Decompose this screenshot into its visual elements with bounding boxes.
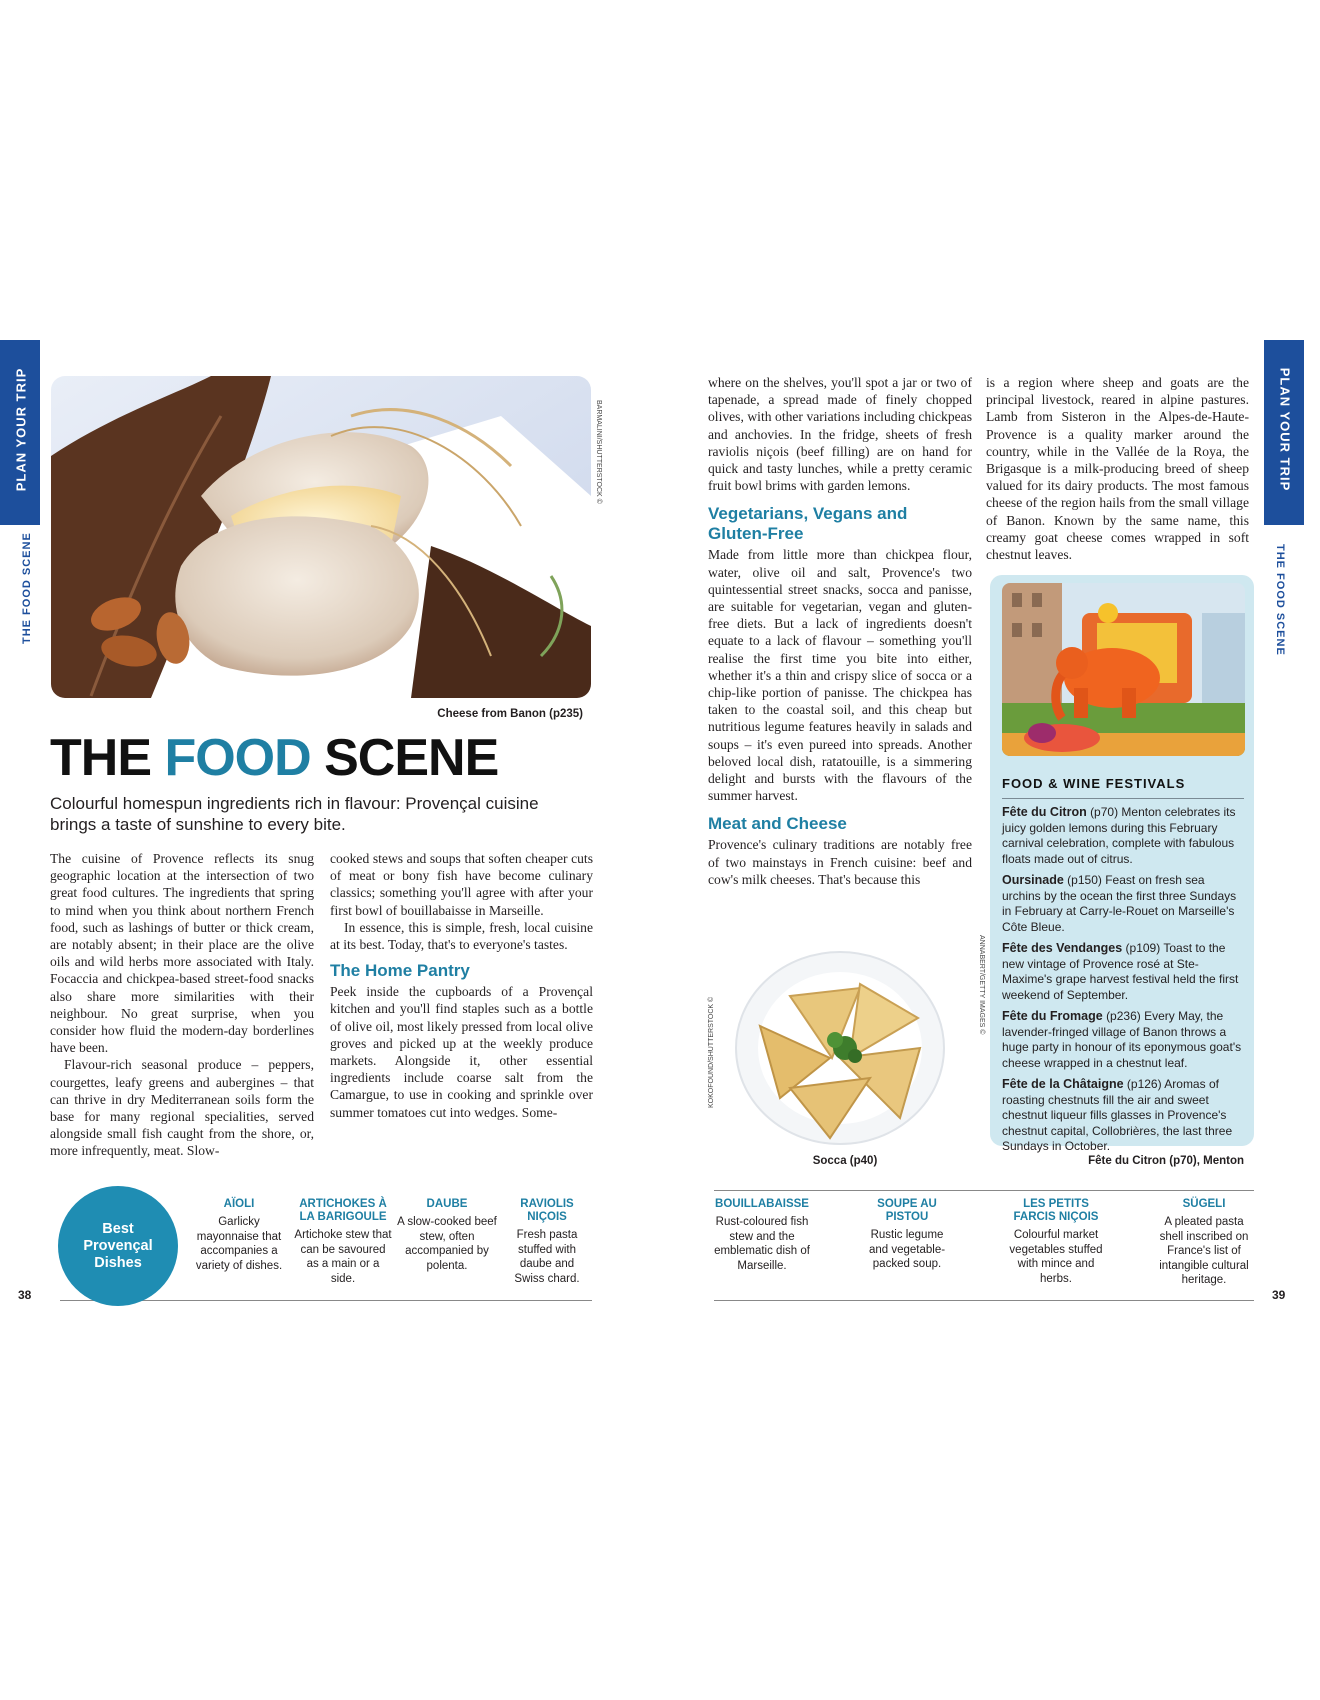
best-dishes-badge xyxy=(58,1186,178,1306)
festival-photo-caption: Fête du Citron (p70), Menton xyxy=(1088,1155,1244,1167)
best-dishes-badge-label: Best Provençal Dishes xyxy=(83,1220,153,1271)
festival-ref: (p109) xyxy=(1125,941,1161,955)
festival-ref: (p126) xyxy=(1126,1077,1162,1091)
left-col-1 xyxy=(50,850,314,1160)
page-title xyxy=(50,728,498,788)
cheese-photo-caption: Cheese from Banon (p235) xyxy=(437,708,583,720)
side-label-right: THE FOOD SCENE xyxy=(1274,544,1286,656)
title-part1: THE xyxy=(50,729,165,787)
socca-photo-credit: KOKOFOUND/SHUTTERSTOCK © xyxy=(708,996,715,1108)
plan-your-trip-tab-right xyxy=(1264,340,1304,525)
left-col1-para2: Flavour-rich seasonal produce – peppers, courgettes, leafy greens and aubergines – that can thrive in dry Mediterranean soils form the base for many regional specialities, served alongside small fish caught from the shore, or, more infrequently, meat. Slow- xyxy=(50,1057,314,1159)
festival-photo-credit: ANNABERT/GETTY IMAGES © xyxy=(978,935,985,1035)
right-col-2 xyxy=(986,374,1249,563)
festival-item xyxy=(1002,1077,1244,1155)
dish-desc: Fresh pasta stuffed with daube and Swiss chard. xyxy=(514,1229,580,1285)
dishes-strip-right-line-bottom xyxy=(714,1300,1254,1301)
page-number-right: 39 xyxy=(1272,1288,1286,1302)
dish-desc: A pleated pasta shell inscribed on France's list of intangible cultural heritage. xyxy=(1159,1216,1249,1286)
festivals-list xyxy=(1002,805,1244,1161)
dish-desc: A slow-cooked beef stew, often accompanied by polenta. xyxy=(397,1216,497,1272)
meat-cheese-para: Provence's culinary traditions are notably free of two mainstays in French cuisine: beef and cow's milk cheeses. That's because this xyxy=(708,837,972,887)
dish-soupe-au-pistou xyxy=(860,1198,954,1272)
festival-ref: (p70) xyxy=(1090,805,1119,819)
dish-petits-farcis xyxy=(1006,1198,1106,1286)
festival-item xyxy=(1002,873,1244,935)
festival-item xyxy=(1002,1009,1244,1071)
cheese-illustration xyxy=(51,376,591,698)
tab-label-left: PLAN YOUR TRIP xyxy=(13,367,29,492)
cheese-photo-credit: BARMALINI/SHUTTERSTOCK © xyxy=(595,400,602,504)
side-label-left: THE FOOD SCENE xyxy=(21,532,33,644)
dish-name: AÏOLI xyxy=(223,1198,255,1210)
left-col-2 xyxy=(330,850,593,1121)
festival-ref: (p150) xyxy=(1067,873,1102,887)
festival-name: Fête de la Châtaigne xyxy=(1002,1077,1124,1091)
dishes-strip-right-line-top xyxy=(714,1190,1254,1191)
festival-illustration xyxy=(1002,583,1245,756)
plan-your-trip-tab-left xyxy=(0,340,40,525)
dish-artichokes xyxy=(293,1198,393,1286)
dish-desc: Artichoke stew that can be savoured as a main or a side. xyxy=(294,1229,392,1285)
festival-ref: (p236) xyxy=(1106,1009,1141,1023)
meat-cheese-heading: Meat and Cheese xyxy=(708,814,847,834)
dish-raviolis xyxy=(507,1198,587,1286)
dish-desc: Colourful market vegetables stuffed with mince and herbs. xyxy=(1009,1229,1103,1285)
festival-name: Fête des Vendanges xyxy=(1002,941,1123,955)
vegetarians-para: Made from little more than chickpea flour, water, olive oil and salt, Provence's two quintessential street snacks, socca and panisse, are suitable for vegetarian, vegan and gluten-free diets. But a lack of ingredients doesn't equate to a lack of flavour – something you'll realise the first time you bite into either, whether it's a thin and crispy slice of socca or a chip-like portion of panisse. The chickpea has taken to the coastal soil, and this cheap but nutritious legume features heavily in salads and soups – it's even pureed into spreads. Another beloved local dish, ratatouille, is a simmering delight and bursts with the flavours of the summer harvest. xyxy=(708,547,972,804)
festival-name: Fête du Fromage xyxy=(1002,1009,1103,1023)
home-pantry-heading: The Home Pantry xyxy=(330,961,470,981)
festival-name: Oursinade xyxy=(1002,873,1064,887)
dish-sugeli xyxy=(1152,1198,1256,1288)
socca-photo xyxy=(720,948,950,1148)
dish-name: RAVIOLIS NIÇOIS xyxy=(520,1198,574,1223)
dish-name: ARTICHOKES À LA BARIGOULE xyxy=(299,1198,387,1223)
dish-name: SOUPE AU PISTOU xyxy=(877,1198,937,1223)
festival-item xyxy=(1002,941,1244,1003)
dish-name: SÜGELI xyxy=(1182,1198,1226,1210)
festival-photo xyxy=(1002,583,1245,756)
dish-desc: Rustic legume and vegetable-packed soup. xyxy=(868,1229,946,1270)
right-col-1 xyxy=(708,374,972,888)
festivals-title: FOOD & WINE FESTIVALS xyxy=(1002,776,1186,791)
festival-item xyxy=(1002,805,1244,867)
left-col2-para1: cooked stews and soups that soften cheaper cuts of meat or bony fish have become culinary classics; something you'll agree with after your first bowl of bouillabaisse in Marseille. xyxy=(330,851,593,918)
festival-name: Fête du Citron xyxy=(1002,805,1087,819)
festival-desc: Every May, the lavender-fringed village of Banon throws a huge party in honour of its eponymous goat's cheese wrapped in a chestnut leaf. xyxy=(1002,1009,1242,1070)
dish-name: DAUBE xyxy=(426,1198,468,1210)
festivals-divider xyxy=(1002,798,1244,799)
festival-desc: Toast to the new vintage of Provence rosé at Ste-Maxime's grape harvest festival held the first weekend of September. xyxy=(1002,941,1239,1002)
socca-illustration xyxy=(720,948,950,1148)
tab-label-right: PLAN YOUR TRIP xyxy=(1277,367,1293,492)
right-col1-para1: where on the shelves, you'll spot a jar or two of tapenade, a spread made of finely chopped olives, with other variations including chickpeas and anchovies. In the fridge, sheets of fresh raviolis niçois (beef filling) are on hand for quick and tasty lunches, while a pretty ceramic fruit bowl brims with garden lemons. xyxy=(708,375,972,494)
dish-desc: Garlicky mayonnaise that accompanies a variety of dishes. xyxy=(195,1216,283,1272)
festival-desc: Feast on fresh sea urchins by the ocean the first three Sundays in February at Carry-le-Rouet on Marseille's Côte Bleue. xyxy=(1002,873,1237,934)
intro-text: Colourful homespun ingredients rich in flavour: Provençal cuisine brings a taste of sunshine to every bite. xyxy=(50,794,539,834)
title-part2: FOOD xyxy=(164,729,311,787)
dish-daube xyxy=(397,1198,497,1273)
festival-desc: Menton celebrates its juicy golden lemons during this February carnival celebration, complete with fabulous floats made out of citrus. xyxy=(1002,805,1236,866)
dish-aioli xyxy=(190,1198,288,1273)
dish-bouillabaisse xyxy=(712,1198,812,1273)
page-number-left: 38 xyxy=(18,1288,32,1302)
home-pantry-para: Peek inside the cupboards of a Provençal kitchen and you'll find staples such as a bottle of olive oil, most likely pressed from local olive groves and picked up at the weekly produce markets. Alongside it, other essential ingredients include coarse salt from the Camargue, to use in cooking and sprinkle over summer tomatoes cut into wedges. Some- xyxy=(330,984,593,1120)
left-col2-para2: In essence, this is simple, fresh, local cuisine at its best. Today, that's to everyone's tastes. xyxy=(330,919,593,953)
dish-name: LES PETITS FARCIS NIÇOIS xyxy=(1013,1198,1099,1223)
festival-desc: Aromas of roasting chestnuts fill the air and sweet chestnut liqueur fills glasses in Provence's chestnut capital, Collobrières, the last three Sundays in October. xyxy=(1002,1077,1233,1153)
vegetarians-heading: Vegetarians, Vegans and Gluten-Free xyxy=(708,504,908,544)
socca-photo-caption: Socca (p40) xyxy=(812,1155,878,1167)
right-col2-para1: is a region where sheep and goats are the principal livestock, reared in alpine pastures. Lamb from Sisteron in the Alpes-de-Haute-Provence is a quality marker around the country, while in the Vallée de la Roya, the Brigasque is a milk-producing breed of sheep valued for its dairy products. The most famous cheese of the region hails from the small village of Banon. Known by the same name, this creamy goat cheese comes wrapped in soft chestnut leaves. xyxy=(986,375,1249,563)
left-col1-para1: The cuisine of Provence reflects its snug geographic location at the intersection of two great food cultures. The ingredients that spring to mind when you think about northern French food, such as lashings of butter or thick cream, are notably absent; in their place are the olive oils and wild herbs more associated with Italy. Focaccia and chickpea-based street-food snacks also share more similarities with their neighbour. No great surprise, when you consider how fluid the modern-day borderlines have been. xyxy=(50,851,314,1056)
title-part3: SCENE xyxy=(310,729,499,787)
dish-name: BOUILLABAISSE xyxy=(715,1198,809,1210)
cheese-photo xyxy=(51,376,591,698)
dish-desc: Rust-coloured fish stew and the emblematic dish of Marseille. xyxy=(714,1216,810,1272)
